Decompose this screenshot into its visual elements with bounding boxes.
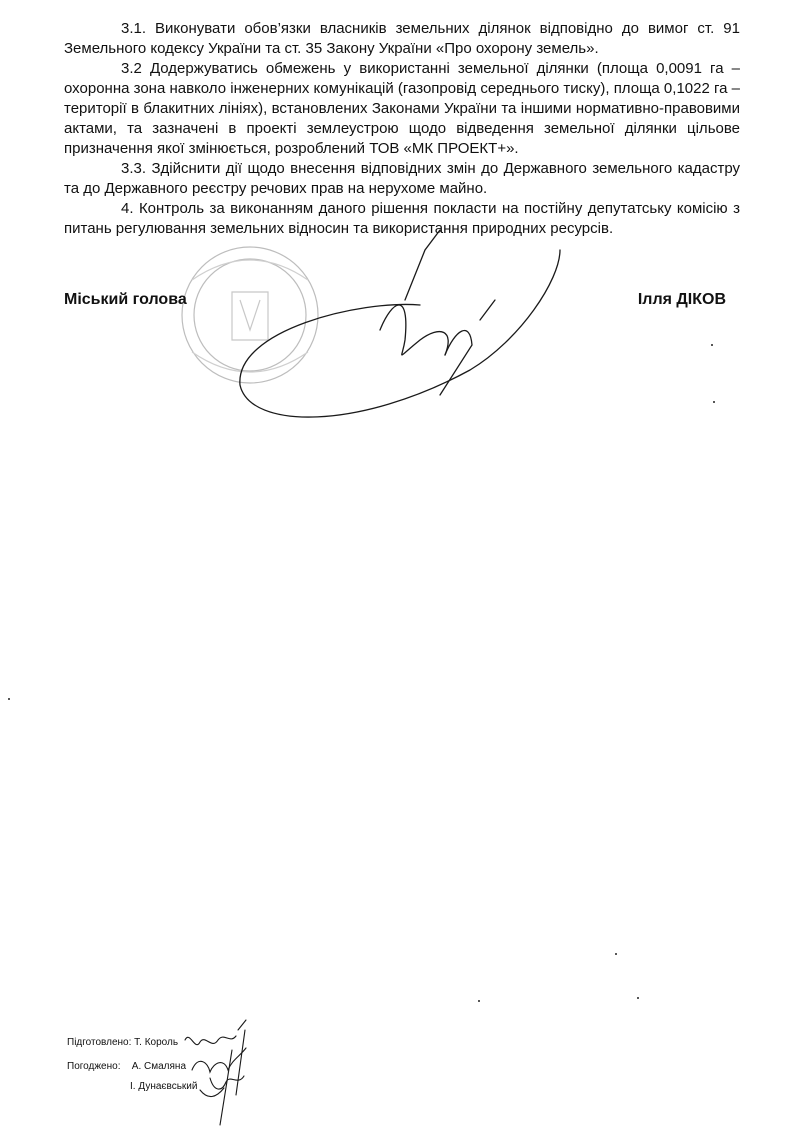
mayor-signature bbox=[240, 230, 560, 417]
signature-block bbox=[64, 291, 726, 313]
decision-text bbox=[64, 19, 740, 239]
speck bbox=[711, 344, 713, 346]
paragraph-4: 4. Контроль за виконанням даного рішення покласти на постійну депутатську комісію з питань регулювання земельних відносин та використання природних ресурсів. bbox=[64, 200, 740, 237]
prepared-name: Т. Король bbox=[134, 1037, 179, 1048]
official-seal bbox=[182, 247, 318, 383]
speck bbox=[713, 401, 715, 403]
prepared-signature bbox=[185, 1020, 246, 1045]
signatory-position: Міський голова bbox=[64, 291, 187, 308]
paragraph-3-1: 3.1. Виконувати обов’язки власників земельних ділянок відповідно до вимог ст. 91 Земельного кодексу України та ст. 35 Закону України «Про охорону земель». bbox=[64, 20, 740, 57]
agreed-line bbox=[67, 1060, 186, 1074]
paragraph-3-2: 3.2 Додержуватись обмежень у використанні земельної ділянки (площа 0,0091 га – охоронна зона навколо інженерних комунікацій (газопровід середнього тиску), площа 0,1022 га – території в блакитних лініях), встановлених Законами України та іншими нормативно-правовими актами, та зазначені в проекті землеустрою щодо відведення земельної ділянки цільове призначення якої змінюється, розроблений ТОВ «МК ПРОЕКТ+». bbox=[64, 60, 740, 157]
agreed-name-2: І. Дунаєвський bbox=[130, 1081, 198, 1092]
speck bbox=[478, 1000, 480, 1002]
speck bbox=[8, 698, 10, 700]
agreed-name-1: А. Смаляна bbox=[131, 1061, 186, 1072]
speck bbox=[615, 953, 617, 955]
agreed-line-2 bbox=[130, 1080, 197, 1094]
agreed-signatures bbox=[192, 1030, 246, 1125]
speck bbox=[637, 997, 639, 999]
paragraph-3-3: 3.3. Здійснити дії щодо внесення відповідних змін до Державного земельного кадастру та до Державного реєстру речових прав на нерухоме майно. bbox=[64, 160, 740, 197]
prepared-line bbox=[67, 1036, 178, 1050]
prepared-label: Підготовлено: bbox=[67, 1037, 132, 1048]
agreed-label: Погоджено: bbox=[67, 1061, 121, 1072]
signatory-name: Ілля ДІКОВ bbox=[637, 291, 726, 308]
